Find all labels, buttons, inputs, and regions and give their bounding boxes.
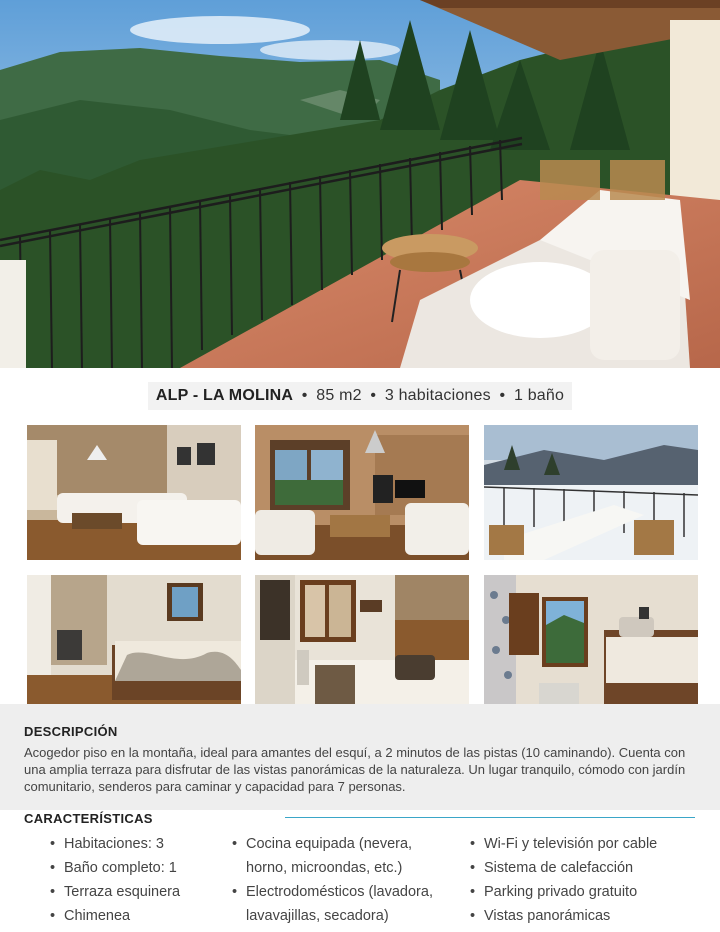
- description-heading: DESCRIPCIÓN: [24, 724, 118, 739]
- feature-item: • Terraza esquinera: [50, 880, 230, 904]
- photo-gallery: [27, 425, 698, 711]
- features-heading: CARACTERÍSTICAS: [24, 811, 153, 826]
- gallery-photo-living-room: [27, 425, 241, 560]
- feature-item: • Habitaciones: 3: [50, 832, 230, 856]
- feature-item: • Baño completo: 1: [50, 856, 230, 880]
- property-area: 85 m2: [316, 387, 362, 404]
- feature-item: • Wi-Fi y televisión por cable: [470, 832, 710, 856]
- feature-item: • Sistema de calefacción: [470, 856, 710, 880]
- feature-item-continued: horno, microondas, etc.): [246, 860, 403, 876]
- property-name: ALP - LA MOLINA: [155, 387, 294, 404]
- feature-item-continued: lavavajillas, secadora): [246, 908, 389, 924]
- gallery-photo-bedroom-stone: [255, 575, 469, 710]
- title-separator: •: [301, 387, 308, 404]
- gallery-photo-bedroom-double: [27, 575, 241, 710]
- title-separator: •: [370, 387, 377, 404]
- feature-item: • Parking privado gratuito: [470, 880, 710, 904]
- features-section: [0, 810, 720, 932]
- property-title-bar: [0, 368, 720, 424]
- description-text: Acogedor piso en la montaña, ideal para amantes del esquí, a 2 minutos de las pistas (10 caminando). Cuenta con una amplia terraza para disfrutar de las vistas panorámicas de la naturaleza. Un lugar tranquilo, cómodo con jardín comunitario, senderos para caminar y capacidad para 7 personas.: [24, 745, 686, 794]
- property-bath: 1 baño: [513, 387, 565, 404]
- feature-item: • Electrodomésticos (lavadora,: [232, 880, 462, 904]
- property-rooms: 3 habitaciones: [384, 387, 491, 404]
- property-title: [148, 382, 572, 410]
- features-divider: [285, 817, 695, 818]
- features-column-3: [470, 832, 710, 928]
- title-separator: •: [499, 387, 506, 404]
- description-section: [0, 704, 720, 810]
- feature-item: • Cocina equipada (nevera,: [232, 832, 462, 856]
- gallery-photo-living-fireplace: [255, 425, 469, 560]
- features-column-2: [232, 832, 462, 928]
- gallery-photo-snowy-terrace: [484, 425, 698, 560]
- features-column-1: [50, 832, 230, 928]
- feature-item: • Vistas panorámicas: [470, 904, 710, 928]
- hero-photo: [0, 0, 720, 368]
- gallery-photo-bedroom-window: [484, 575, 698, 710]
- feature-item: • Chimenea: [50, 904, 230, 928]
